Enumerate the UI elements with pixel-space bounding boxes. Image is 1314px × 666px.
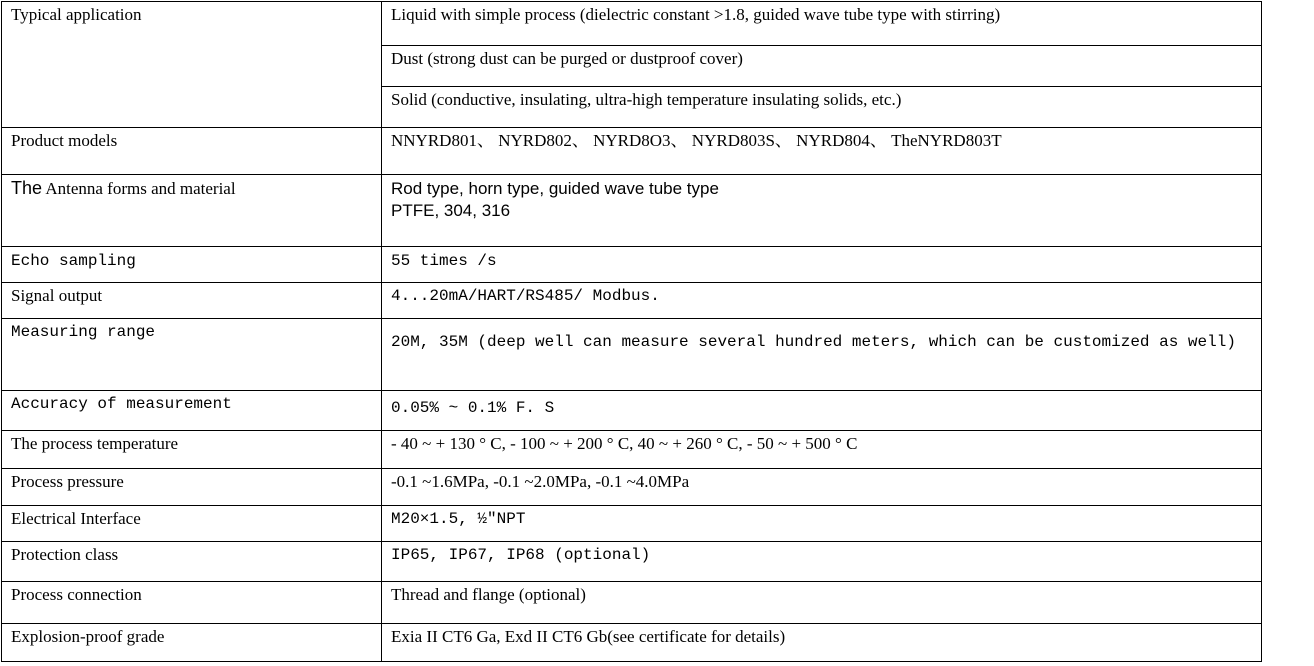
row-label-antenna <box>2 175 381 200</box>
value-cell <box>382 46 1262 87</box>
table-row <box>2 506 1262 542</box>
value-cell <box>382 582 1262 624</box>
label-cell <box>2 542 382 582</box>
label-cell <box>2 128 382 175</box>
explosion-proof-value: Exia II CT6 Ga, Exd II CT6 Gb(see certificate for details) <box>391 627 786 646</box>
value-cell <box>382 624 1262 662</box>
label-cell <box>2 2 382 128</box>
table-row <box>2 2 1262 46</box>
label-cell <box>2 391 382 431</box>
row-label-explosion-proof: Explosion-proof grade <box>11 627 165 646</box>
table-row <box>2 247 1262 283</box>
table-row <box>2 542 1262 582</box>
value-cell <box>382 469 1262 506</box>
value-cell <box>382 247 1262 283</box>
label-cell <box>2 175 382 247</box>
table-row <box>2 283 1262 319</box>
value-cell <box>382 128 1262 175</box>
label-cell <box>2 582 382 624</box>
row-label-process-temperature: The process temperature <box>11 434 179 453</box>
accuracy-value: 0.05% ~ 0.1% F. S <box>391 399 555 417</box>
table-row <box>2 431 1262 469</box>
antenna-material: PTFE, 304, 316 <box>391 201 511 220</box>
label-cell <box>2 624 382 662</box>
antenna-forms: Rod type, horn type, guided wave tube type <box>391 179 719 198</box>
application-dust: Dust (strong dust can be purged or dustproof cover) <box>391 49 743 68</box>
label-cell <box>2 506 382 542</box>
row-label-typical-application: Typical application <box>11 5 142 24</box>
table-row <box>2 175 1262 247</box>
electrical-interface-value: M20×1.5, ½″NPT <box>391 510 526 528</box>
label-cell <box>2 283 382 319</box>
label-rest: Antenna forms and material <box>42 179 236 198</box>
row-label-process-connection: Process connection <box>11 585 142 604</box>
table-row <box>2 469 1262 506</box>
value-cell <box>382 87 1262 128</box>
row-label-product-models: Product models <box>11 131 118 150</box>
table-row <box>2 624 1262 662</box>
row-label-echo-sampling: Echo sampling <box>11 252 136 270</box>
echo-sampling-value: 55 times /s <box>391 252 497 270</box>
row-label-electrical-interface: Electrical Interface <box>11 509 141 528</box>
application-solid: Solid (conductive, insulating, ultra-high temperature insulating solids, etc.) <box>391 90 902 109</box>
row-label-process-pressure: Process pressure <box>11 472 124 491</box>
value-cell <box>382 283 1262 319</box>
value-cell <box>382 2 1262 46</box>
measuring-range-value: 20M, 35M (deep well can measure several hundred meters, which can be customized as well) <box>391 333 1236 351</box>
value-cell <box>382 391 1262 431</box>
label-cell <box>2 431 382 469</box>
value-cell <box>382 319 1262 391</box>
label-cell <box>2 469 382 506</box>
label-cell <box>2 247 382 283</box>
value-cell <box>382 506 1262 542</box>
table-row <box>2 391 1262 431</box>
product-models-value: NNYRD801、 NYRD802、 NYRD8O3、 NYRD803S、 NYRD804、 TheNYRD803T <box>391 131 1002 150</box>
label-cell <box>2 319 382 391</box>
value-cell <box>382 542 1262 582</box>
table-row <box>2 128 1262 175</box>
row-label-signal-output: Signal output <box>11 286 103 305</box>
value-cell <box>382 431 1262 469</box>
table-row <box>2 319 1262 391</box>
value-cell <box>382 175 1262 247</box>
application-liquid: Liquid with simple process (dielectric constant >1.8, guided wave tube type with stirring) <box>391 5 1001 24</box>
signal-output-value: 4...20mA/HART/RS485/ Modbus. <box>391 287 660 305</box>
row-label-protection-class: Protection class <box>11 545 119 564</box>
row-label-measuring-range: Measuring range <box>11 323 156 341</box>
label-prefix: The <box>11 178 43 198</box>
row-label-accuracy: Accuracy of measurement <box>11 395 232 413</box>
process-pressure-value: -0.1 ~1.6MPa, -0.1 ~2.0MPa, -0.1 ~4.0MPa <box>391 472 690 491</box>
process-connection-value: Thread and flange (optional) <box>391 585 586 604</box>
table-row <box>2 582 1262 624</box>
process-temperature-value: - 40 ~ + 130 ° C, - 100 ~ + 200 ° C, 40 ~ + 260 ° C, - 50 ~ + 500 ° C <box>391 434 858 453</box>
spec-table <box>1 1 1262 662</box>
protection-class-value: IP65, IP67, IP68 (optional) <box>391 546 651 564</box>
